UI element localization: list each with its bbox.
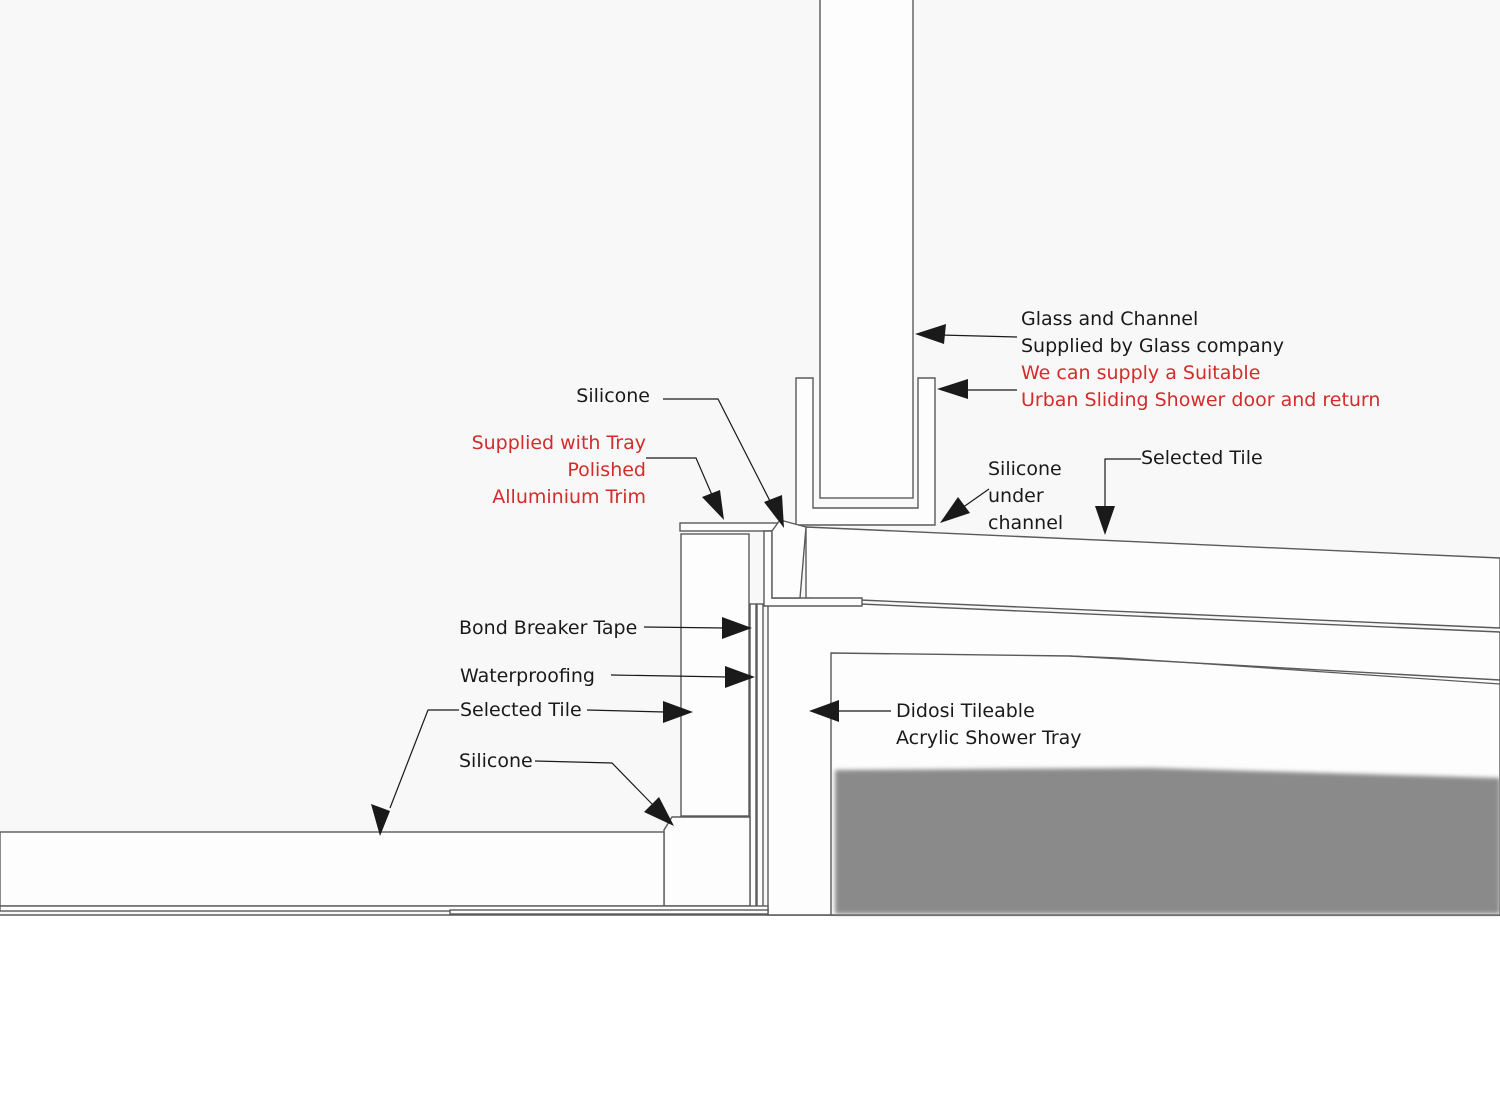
label-line: Silicone [988,458,1062,480]
label-selected-tile-right [1141,447,1263,469]
label-line: Selected Tile [1141,447,1263,469]
label-line: under [988,485,1044,507]
label-line: Alluminium Trim [492,486,646,508]
label-line: Waterproofing [460,665,595,687]
label-line: Selected Tile [460,699,582,721]
label-line: Supplied by Glass company [1021,335,1284,357]
label-line: Supplied with Tray [471,432,646,454]
label-line: Glass and Channel [1021,308,1199,330]
label-selected-tile-left [460,699,582,721]
label-line: channel [988,512,1064,534]
floor-bed-lower [450,910,768,914]
floor-tile-body [0,832,664,906]
bond-breaker-tape-strip [750,604,756,910]
waterproofing-strip [757,604,763,914]
label-line: Urban Sliding Shower door and return [1021,389,1381,411]
label-line: We can supply a Suitable [1021,362,1261,384]
label-line: Didosi Tileable [896,700,1035,722]
label-line: Silicone [576,385,650,407]
acrylic-shower-tray [768,604,1500,915]
silicone-bead-top [772,520,806,598]
floor-tile-left [0,832,768,914]
label-bond-breaker [459,617,637,639]
tray-void [835,768,1500,914]
aluminium-trim-top [680,523,780,531]
label-silicone-top [576,385,650,407]
label-line: Bond Breaker Tape [459,617,638,639]
label-line: Silicone [459,750,533,772]
silicone-bead-bottom [664,817,750,906]
label-waterproofing [460,665,595,687]
glass-panel [820,0,913,498]
label-silicone-bottom [459,750,533,772]
label-line: Acrylic Shower Tray [896,727,1082,749]
label-line: Polished [567,459,646,481]
